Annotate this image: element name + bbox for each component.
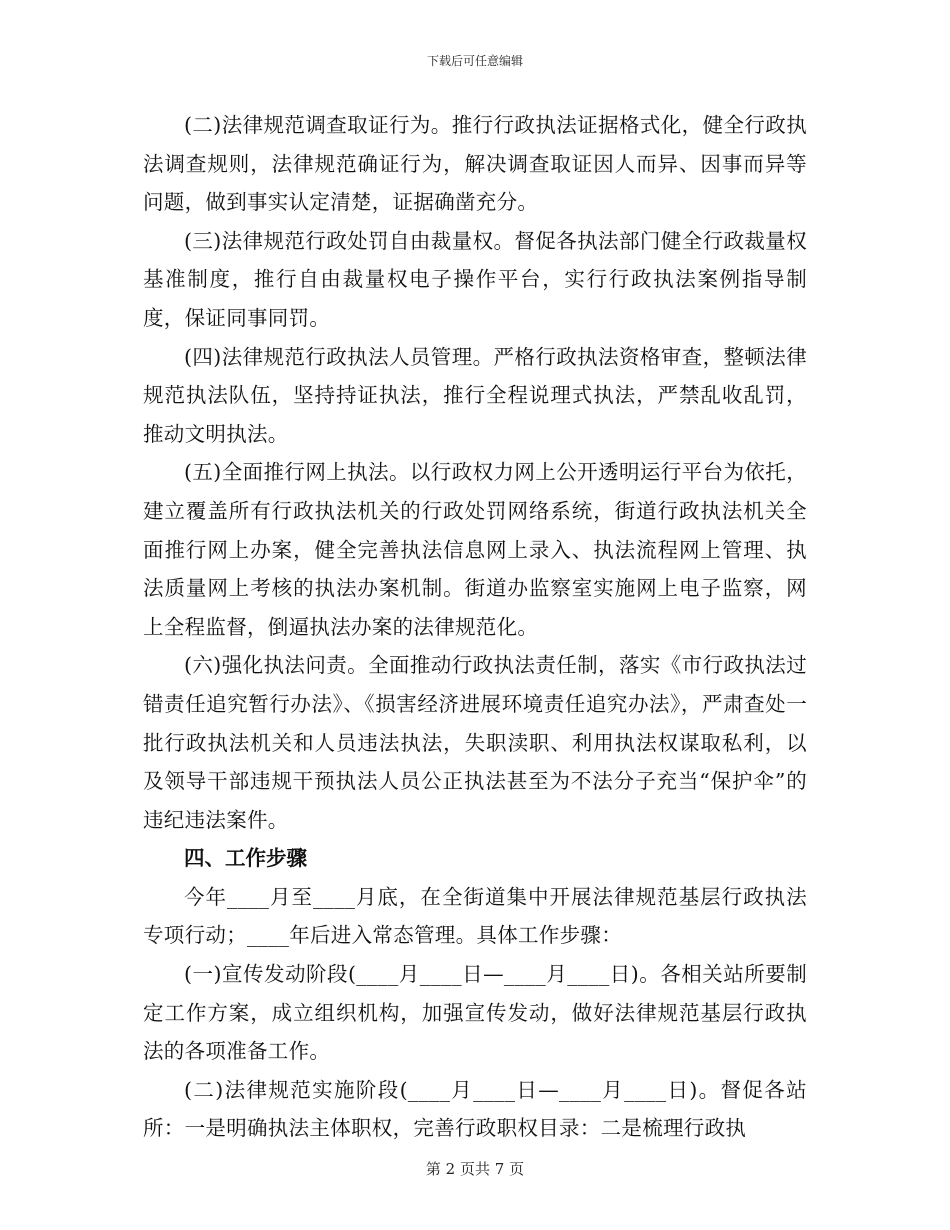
section-heading: 四、工作步骤 [184,846,307,871]
paragraph-3: (三)法律规范行政处罚自由裁量权。督促各执法部门健全行政裁量权基准制度，推行自由裁量权电子操作平台，实行行政执法案例指导制度，保证同事同罚。 [143,228,807,330]
document-body [143,106,807,1148]
page-header: 下载后可任意编辑 [426,54,523,68]
paragraph-6: (六)强化执法问责。全面推动行政执法责任制，落实《市行政执法过错责任追究暂行办法》、《损害经济进展环境责任追究办法》，严肃查处一批行政执法机关和人员违法执法，失职渎职、利用执法权谋取私利，以及领导干部违规干预执法人员公正执法甚至为不法分子充当“保护伞”的违纪违法案件。 [143,653,807,832]
paragraph-4: (四)法律规范行政执法人员管理。严格行政执法资格审查，整顿法律规范执法队伍，坚持持证执法，推行全程说理式执法，严禁乱收乱罚，推动文明执法。 [143,344,807,446]
paragraph-step-2: (二)法律规范实施阶段(____月____日—____月____日)。督促各站所：一是明确执法主体职权，完善行政职权目录：二是梳理行政执 [143,1077,807,1141]
page-footer: 第 2 页共 7 页 [425,1160,525,1178]
paragraph-step-1: (一)宣传发动阶段(____月____日—____月____日)。各相关站所要制定工作方案，成立组织机构，加强宣传发动，做好法律规范基层行政执法的各项准备工作。 [143,962,807,1064]
paragraph-2: (二)法律规范调查取证行为。推行行政执法证据格式化，健全行政执法调查规则，法律规范确证行为，解决调查取证因人而异、因事而异等问题，做到事实认定清楚，证据确凿充分。 [143,113,807,215]
paragraph-schedule: 今年____月至____月底，在全街道集中开展法律规范基层行政执法专项行动；____年后进入常态管理。具体工作步骤： [143,884,807,948]
paragraph-5: (五)全面推行网上执法。以行政权力网上公开透明运行平台为依托，建立覆盖所有行政执法机关的行政处罚网络系统，街道行政执法机关全面推行网上办案，健全完善执法信息网上录入、执法流程网上管理、执法质量网上考核的执法办案机制。街道办监察室实施网上电子监察，网上全程监督，倒逼执法办案的法律规范化。 [143,460,807,639]
